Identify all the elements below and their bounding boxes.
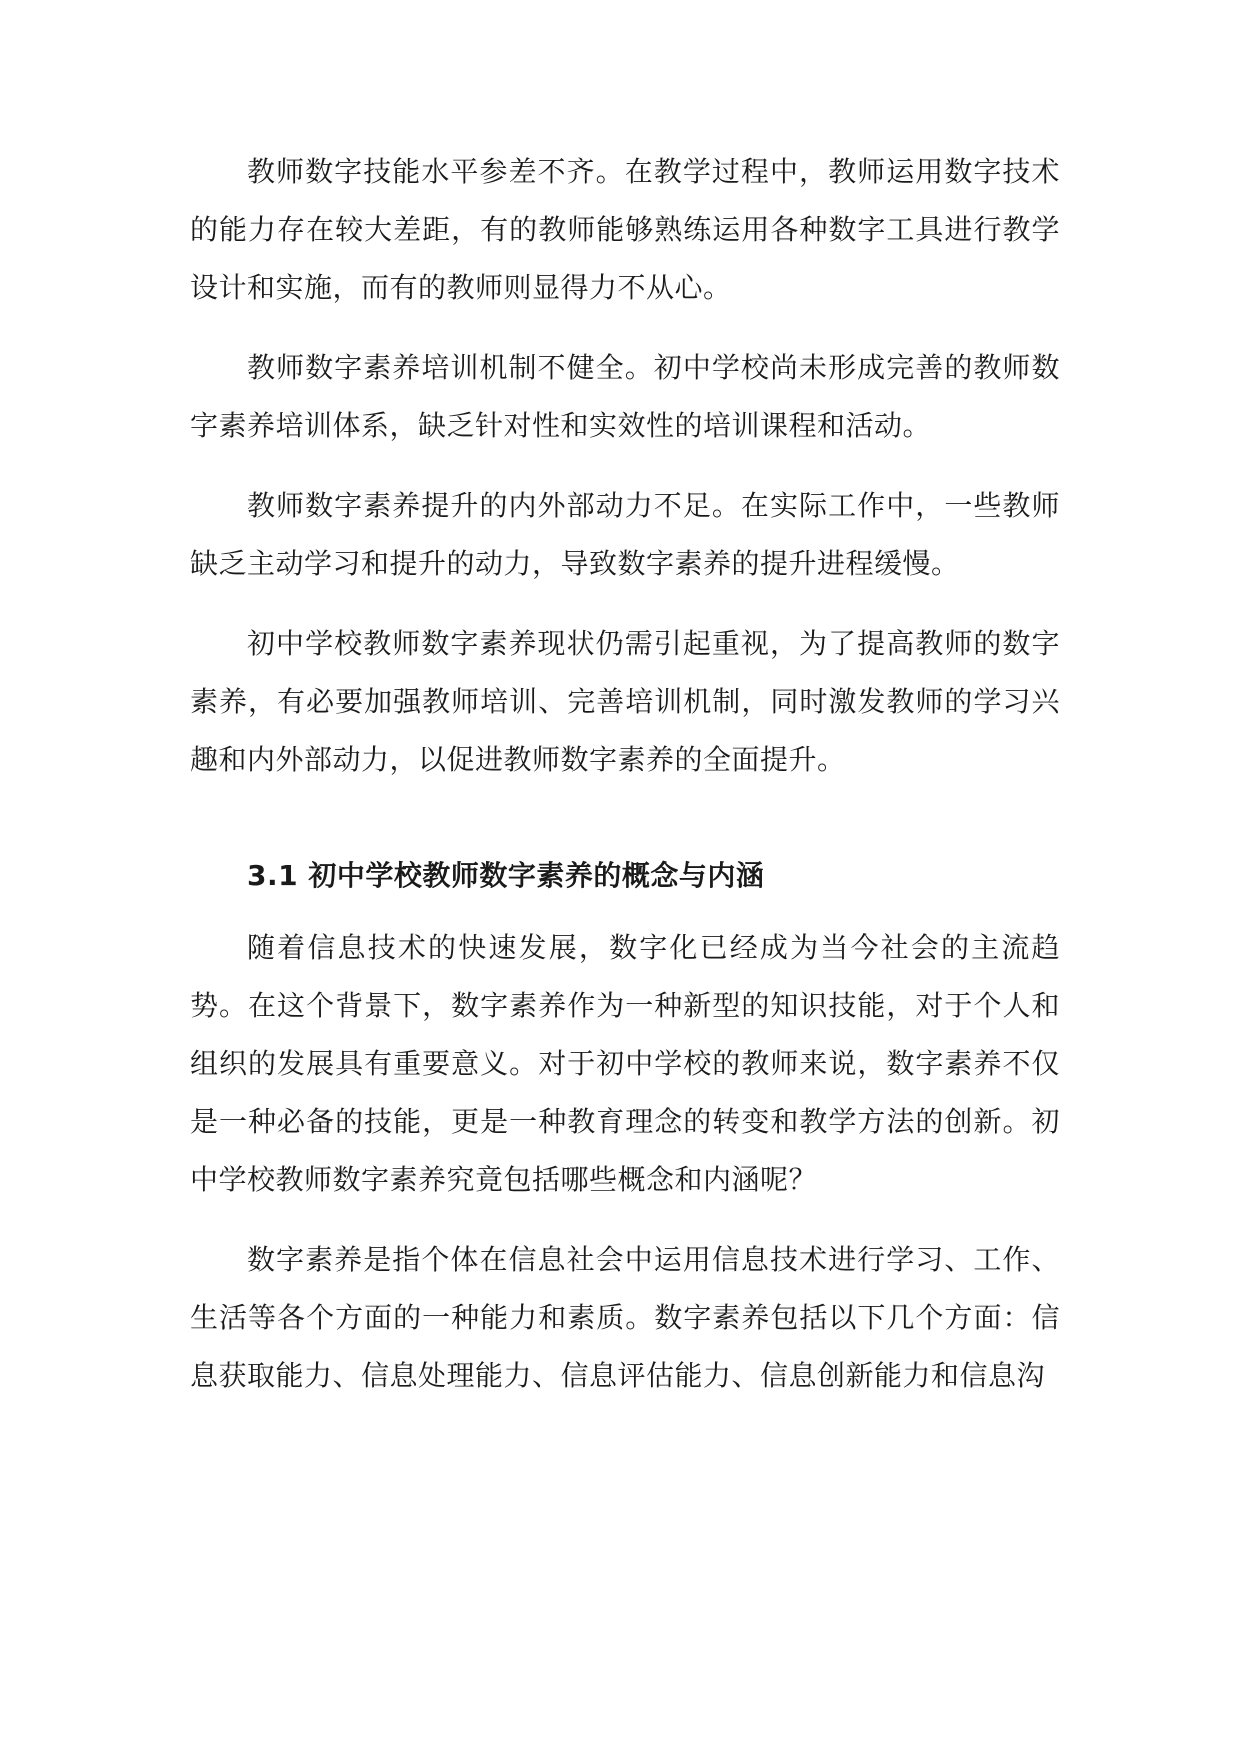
- body-paragraph: 数字素养是指个体在信息社会中运用信息技术进行学习、工作、生活等各个方面的一种能力和素质。数字素养包括以下几个方面：信息获取能力、信息处理能力、信息评估能力、信息创新能力和信息沟: [190, 1243, 1060, 1392]
- body-paragraph: 教师数字素养培训机制不健全。初中学校尚未形成完善的教师数字素养培训体系，缺乏针对性和实效性的培训课程和活动。: [190, 351, 1060, 442]
- body-paragraph: 教师数字素养提升的内外部动力不足。在实际工作中，一些教师缺乏主动学习和提升的动力，导致数字素养的提升进程缓慢。: [190, 489, 1060, 580]
- section-heading: 3.1 初中学校教师数字素养的概念与内涵: [247, 859, 765, 892]
- body-paragraph: 随着信息技术的快速发展，数字化已经成为当今社会的主流趋势。在这个背景下，数字素养作为一种新型的知识技能，对于个人和组织的发展具有重要意义。对于初中学校的教师来说，数字素养不仅是一种必备的技能，更是一种教育理念的转变和教学方法的创新。初中学校教师数字素养究竟包括哪些概念和内涵呢？: [190, 931, 1060, 1196]
- body-paragraph: 教师数字技能水平参差不齐。在教学过程中，教师运用数字技术的能力存在较大差距，有的教师能够熟练运用各种数字工具进行教学设计和实施，而有的教师则显得力不从心。: [190, 155, 1060, 304]
- body-paragraph: 初中学校教师数字素养现状仍需引起重视，为了提高教师的数字素养，有必要加强教师培训、完善培训机制，同时激发教师的学习兴趣和内外部动力，以促进教师数字素养的全面提升。: [190, 627, 1060, 776]
- document-body: [190, 143, 1060, 1405]
